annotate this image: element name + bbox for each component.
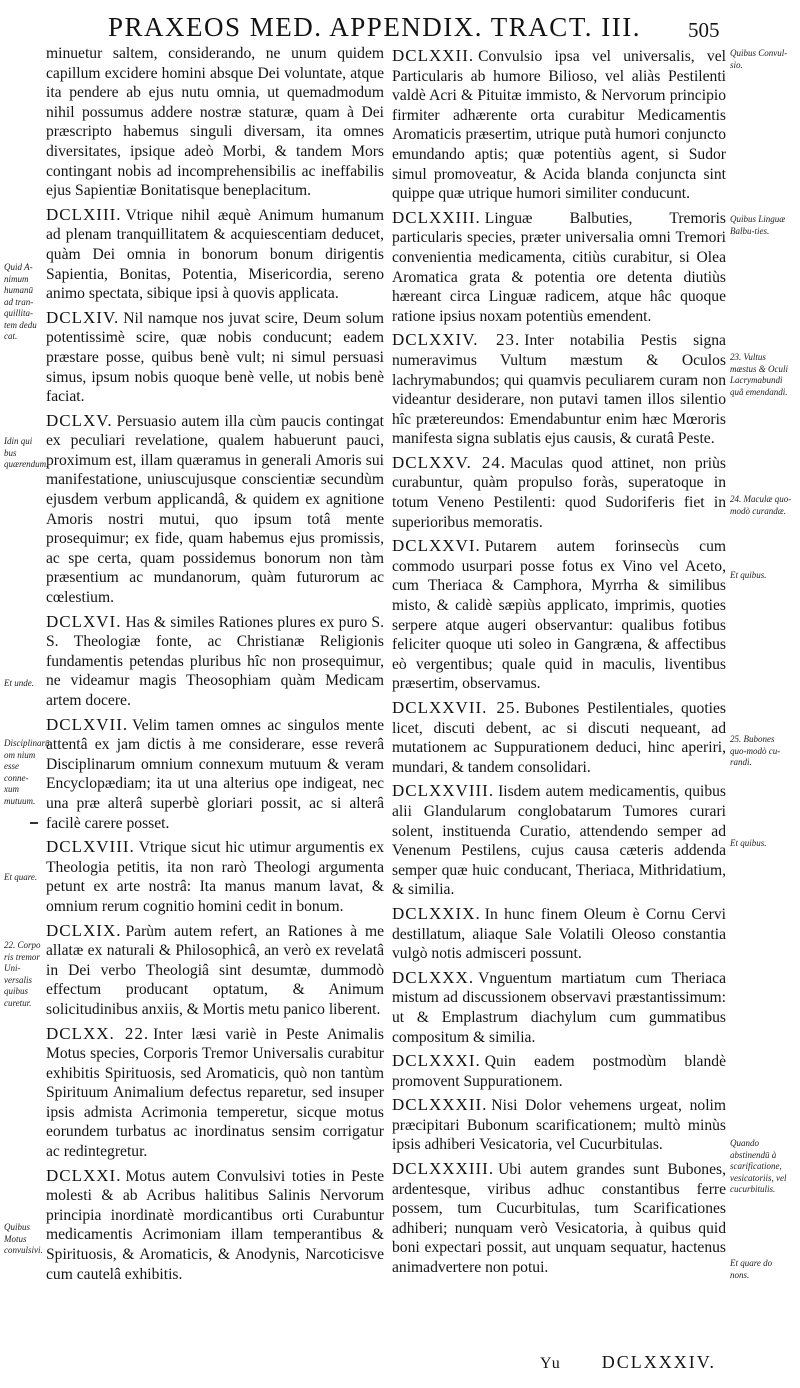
margin-note: 24. Maculæ quo-modò curandæ.: [730, 494, 792, 516]
paragraph-text: Vtrique sicut hic utimur argumentis ex Theologia petitis, ita non rarò Theologi argumenta petunt ex arte nostrâ: Ita manus manum lavat, & omnium rerum cognitio homini cedit in bonum.: [46, 839, 384, 915]
paragraph-text: Inter læsi variè in Peste Animalis Motus species, Corporis Tremor Universalis curabitur exhibitis Spirituosis, sed Aromaticis, quò non tantùm Spirituum Animalium defectus reparetur, sed insuper ipsis admista Acrimonia temperetur, sicque motus eorundem turbatus ac inordinatus sensim corrigatur ac redintegretur.: [46, 1025, 384, 1161]
section-number: DCLXXI.: [46, 1165, 122, 1185]
section-number: DCLXIII.: [46, 204, 122, 224]
section-number: DCLXXV. 24.: [392, 452, 507, 472]
section-number: DCLXXIV. 23.: [392, 330, 521, 350]
paragraph-text: Velim tamen omnes ac singulos mente attentâ ex jam dictis à me considerare, esse reverâ Disciplinarum omnium connexum mutuum & veram Encyclopædiam; ita ut una alterius ope indigeat, nec una præ alterâ superbè gloriari possit, ac si alterâ facilè carere posset.: [46, 716, 384, 832]
paragraph: [392, 904, 726, 964]
section-number: DCLXXX.: [392, 967, 475, 987]
section-number: DCLXXVI.: [392, 536, 481, 556]
paragraph-text: Vnguentum martiatum cum Theriaca mistum ad discussionem observavi præstantissimum: ut & Emplastrum diachylum cum gummatibus compositum & similia.: [392, 969, 726, 1046]
section-number: DCLXV.: [46, 410, 113, 430]
section-number: DCLXXXII.: [392, 1095, 488, 1115]
paragraph: [46, 1024, 384, 1162]
section-number: DCLXXVII. 25.: [392, 698, 521, 717]
paragraph: [46, 44, 384, 201]
paragraph: [46, 205, 384, 304]
margin-note: 25. Bubones quo-modò cu-randi.: [730, 734, 781, 767]
paragraph-text: Vtrique nihil æquè Animum humanum ad plenam tranquillitatem & acquiescentiam deducet, quàm Dei omnia in bonorum bonum dirigentis Sapientia, Bonitas, Potentia, Misericordia, sereno animo spectata, sibique ipsi à quovis applicata.: [46, 206, 384, 303]
margin-note: Et quare do nons.: [730, 1258, 773, 1280]
section-number: DCLXXII.: [392, 46, 475, 65]
paragraph-text: Maculas quod attinet, non priùs curabuntur, quàm propulso foràs, superatoque in totum Veneno Pestilenti: quod Sudoriferis fiet in superioribus memoratis.: [392, 454, 727, 531]
margin-note: Idin qui bus quærendum.: [4, 436, 49, 469]
paragraph-text: Quin eadem postmodùm blandè promovent Suppurationem.: [392, 1053, 726, 1090]
paragraph-text: Motus autem Convulsivi toties in Peste molesti & ab Acribus halitibus Salinis Nervorum principia inordinatè mordicantibus orti Curabuntur medicamentis Acrimoniam illam temperantibus & Spirituosis, & Aromaticis, & Anodynis, Narcoticisve cum cautelâ exhibitis.: [46, 1167, 384, 1283]
paragraph-text: Iisdem autem medicamentis, quibus alii Glandularum conglobatarum Tumores curari solent, instituenda Curatio, attendendo semper ad Venenum Pestilens, cujus causa cæteris addenda semper quæ huic conducant, Theriaca, Mithridatium, & similia.: [392, 783, 726, 899]
margin-note: Disciplinarū om nium esse conne-xum mutuum.: [4, 738, 50, 806]
margin-note: Quibus Convul-sio.: [730, 48, 788, 70]
paragraph-text: Putarem autem forinsecùs cum commodo usurpari posse fotus ex Vino vel Aceto, cum Theriaca & Camphora, Myrrha & similibus misto, & calidè sæpiùs applicato, imprimis, quoties serpere atque augeri observantur: qualibus fotibus feliciter quoque uti soleo in Gangræna, & affectibus eò vergentibus; quale quid in maculis, liventibus præsertim, observamus.: [392, 538, 726, 693]
section-number: DCLXVII.: [46, 714, 129, 734]
paragraph: [392, 698, 726, 777]
paragraph-text: Persuasio autem illa cùm paucis contingat ex peculiari revelatione, qualem habuerunt pauci, proximum est, illam quæramus in generali Amoris sui manifestatione, uniuscujusque conscientiæ secundùm ejusdem verbum applicandâ, & quidem ex agnitione Amoris nostri mutui, quo ipsum totâ mente prosequimur; ex fide, quam habemus ejus promissis, ac spe certa, quam possidemus bonorum non tàm præsentium ac mundanorum, quàm futurorum ac cœlestium.: [46, 412, 384, 607]
paragraph: [46, 308, 384, 407]
section-number: DCLXVIII.: [46, 837, 135, 857]
section-number: DCLXXIX.: [392, 903, 481, 923]
margin-note: 22. Corpo ris tremor Uni-versalis quibus curetur.: [4, 940, 41, 1008]
margin-note: 23. Vultus mæstus & Oculi Lacrymabundi quâ emendandi.: [730, 352, 789, 397]
section-number: DCLXIX.: [46, 920, 122, 940]
paragraph: [46, 715, 384, 834]
paragraph-text: Linguæ Balbuties, Tremoris particularis species, præter universalia omni Tremori convenientia medicamenta, citiùs curabitur, si Olea Aromatica grata & potentia ore detenta diutiùs hæreant circa Linguæ radicem, atque hâc quoque ratione ipsius noxam potentiùs emendent.: [392, 209, 726, 325]
catchword: DCLXXXIV.: [601, 1352, 716, 1372]
paragraph-text: Parùm autem refert, an Rationes à me allatæ ex naturali & Philosophicâ, an verò ex revelatâ in Dei verbo Theologiâ sint desumtæ, dummodò effectum producant optatum, & Animum solicitudinibus anxiis, & Mortis metu panico liberent.: [46, 922, 384, 1018]
paragraph: [392, 1051, 726, 1091]
paragraph: [392, 330, 726, 449]
catchword-line: [540, 1352, 716, 1373]
paragraph-text: Convulsio ipsa vel universalis, vel Particularis ab humore Bilioso, vel aliàs Pestilenti valdè Acri & Pituitæ immisto, & Nervorum principio firmiter adhærente orta curabitur Medicamentis Aromaticis præsertim, utrique putà humori conjuncto emundando aptis; quæ potentiùs agent, si Sudor simul promoveatur, & Acida blanda conjuncta sint quippe quæ utrique humori similiter conducunt.: [392, 48, 726, 203]
section-number: DCLXX. 22.: [46, 1023, 150, 1043]
section-number: DCLXXXIII.: [392, 1159, 495, 1179]
paragraph-text: minuetur saltem, considerando, ne unum quidem capillum excidere homini absque Dei voluntate, atque ita pendere ab ejus nutu omnia, ut quemadmodum nihil possumus addere nostræ staturæ, quam à Dei præscripto habemus singuli diversam, ita omnes diversitates, ipsique adeò Morbi, & tandem Mors contingant nobis ad incomprehensibilis ac ineffabilis ejus Sapientiæ Bonitatisque beneplacitum.: [46, 45, 384, 200]
section-number: DCLXXVIII.: [392, 781, 495, 801]
paragraph: [392, 968, 726, 1047]
paragraph: [46, 1166, 384, 1285]
margin-note: Et unde.: [4, 678, 34, 688]
paragraph: [392, 1159, 726, 1278]
margin-note: Quid A-nimum humanū ad tran-quillita-tem dedu cat.: [4, 262, 37, 341]
running-header: [0, 6, 800, 46]
paragraph: [46, 921, 384, 1020]
section-number: DCLXIV.: [46, 307, 120, 327]
paragraph: [392, 46, 726, 204]
margin-note: Et quibus.: [730, 570, 767, 580]
section-number: DCLXXXI.: [392, 1051, 481, 1071]
section-number: DCLXXIII.: [392, 207, 481, 227]
paragraph: [392, 536, 726, 694]
paragraph-text: Has & similes Rationes plures ex puro S. S. Theologiæ fonte, ac Christianæ Religionis fundamentis petendas pluribus hîc non prosequimur, ne videamur magis Theosophiam quàm Medicam artem docere.: [46, 613, 384, 709]
paragraph: [46, 837, 384, 916]
paragraph-text: Inter notabilia Pestis signa numeravimus Vultum mæstum & Oculos lachrymabundos; qui quamvis peculiarem curam non videantur desiderare, non putavi tamen illos silentio hîc prætereundos: Emendabuntur enim hæc Mœroris manifesta signa sublatis ejus causis, & curatâ Peste.: [392, 332, 726, 448]
paragraph: [392, 453, 726, 532]
signature-mark: Yu: [540, 1355, 562, 1372]
paragraph-text: In hunc finem Oleum è Cornu Cervi destillatum, aliaque Sale Volatili Oleoso constantia vulgò notis admisceri possunt.: [392, 905, 726, 963]
running-title: PRAXEOS MED. APPENDIX. TRACT. III.: [108, 12, 642, 42]
paragraph-text: Ubi autem grandes sunt Bubones, ardentesque, viribus adhuc constantibus ferre possem, tum Cucurbitulas, tum Scarificationes adhiberi; nunquam verò Vesicatoria, à quibus quid boni expectari possit, aut unquam sequatur, hactenus animadvertere non potui.: [392, 1161, 726, 1277]
page-number: 505: [688, 18, 720, 42]
margin-note: Quibus Motus convulsivi.: [4, 1222, 43, 1255]
paragraph: [392, 1095, 726, 1155]
left-column: [46, 44, 384, 1288]
paragraph-text: Nisi Dolor vehemens urgeat, nolim præcipitari Bubonum scarificationem; multò minùs ipsis adhiberi Vesicatoria, vel Cucurbitulas.: [392, 1097, 726, 1154]
margin-note: Et quare.: [4, 872, 38, 882]
margin-note: Quibus Linguæ Balbu-ties.: [730, 214, 786, 236]
ink-mark: [30, 822, 38, 824]
paragraph: [46, 612, 384, 711]
paragraph: [392, 781, 726, 900]
paragraph-text: Nil namque nos juvat scire, Deum solum potentissimè scire, quæ nobis conducunt; eadem præstare posse, quibus benè vult; ni simul persuasi simus, ipsum nobis quoque benè velle, ut nobis benè faciat.: [46, 309, 384, 406]
section-number: DCLXVI.: [46, 611, 122, 631]
paragraph: [46, 411, 384, 608]
paragraph-text: Bubones Pestilentiales, quoties licet, discuti debent, ac si discuti nequeant, ad mutationem ac Suppurationem deduci, hinc aperiri, mundari, & tandem consolidari.: [392, 700, 726, 776]
margin-note: Et quibus.: [730, 838, 767, 848]
paragraph: [392, 208, 726, 327]
right-column: [392, 46, 726, 1282]
margin-note: Quando abstinendū à scarificatione, vesicatoriis, vel cucurbitulis.: [730, 1138, 787, 1194]
